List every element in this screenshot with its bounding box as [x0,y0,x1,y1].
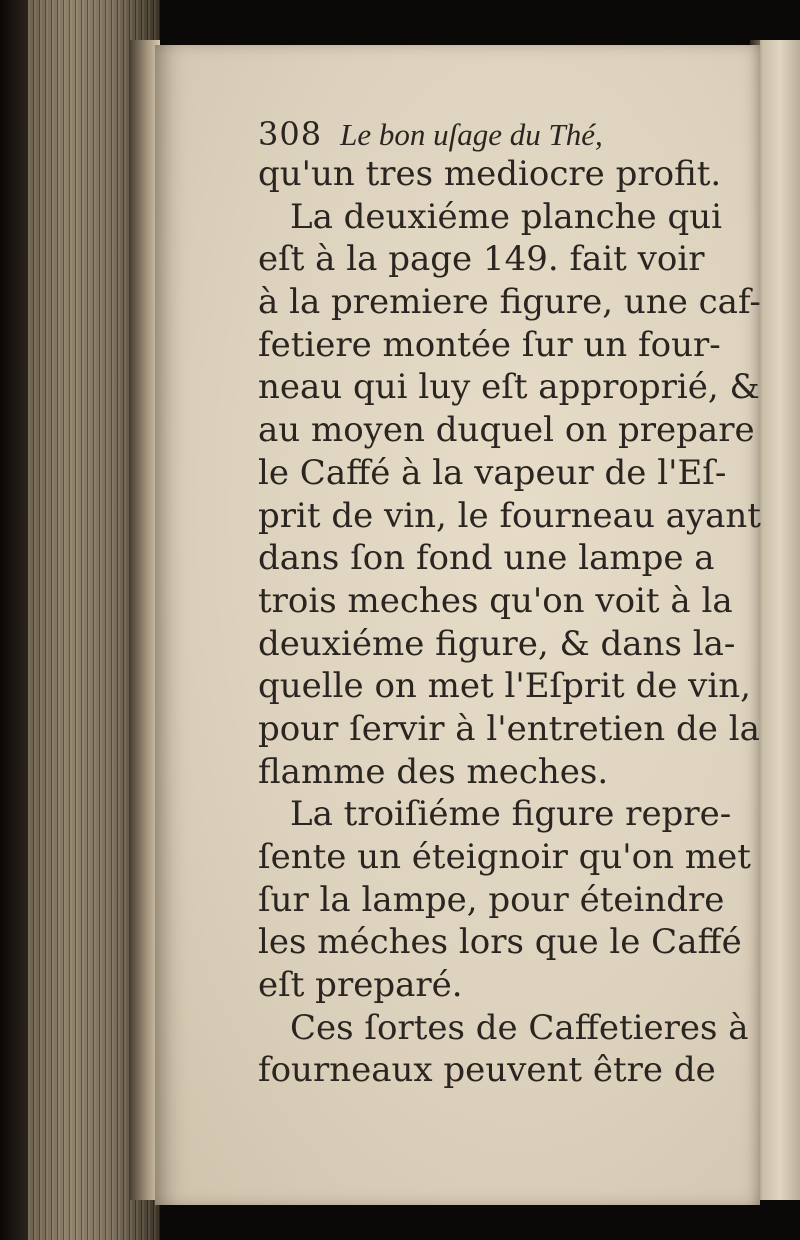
text-line: La deuxiéme planche qui [290,196,722,237]
text-line: La troiſiéme figure repre- [290,794,732,835]
text-line: neau qui luy eſt approprié, & [258,367,760,408]
binding-shadow [0,0,28,1240]
text-line: eſt à la page 149. fait voir [258,239,705,280]
text-line: les méches lors que le Caffé [258,922,742,963]
text-line: à la premiere figure, une caf- [258,282,761,323]
text-line: dans ſon fond une lampe a [258,538,715,579]
text-line: trois meches qu'on voit à la [258,580,733,621]
page-header [258,115,748,153]
text-line: quelle on met l'Eſprit de vin, [258,666,751,707]
running-title: Le bon uſage du Thé, [340,117,603,152]
page-number: 308 [258,115,323,153]
text-line: Ces ſortes de Caffetieres à [290,1007,749,1048]
text-line: eſt preparé. [258,965,463,1006]
page-stack-edge [0,0,160,1240]
text-line: fetiere montée ſur un four- [258,324,721,365]
text-line: qu'un tres mediocre profit. [258,154,722,194]
page-text [258,115,761,1092]
text-line: pour ſervir à l'entretien de la [258,708,760,749]
text-line: flamme des meches. [258,751,609,792]
text-line: le Caffé à la vapeur de l'Eſ- [258,452,727,493]
text-line: ſur la lampe, pour éteindre [258,879,725,920]
text-line: deuxiéme figure, & dans la- [258,623,736,664]
text-line: au moyen duquel on prepare [258,410,755,451]
text-line: ſente un éteignoir qu'on met [258,837,751,877]
book-page [155,45,760,1205]
text-line: fourneaux peuvent être de [258,1050,716,1091]
text-line: prit de vin, le fourneau ayant [258,495,761,536]
